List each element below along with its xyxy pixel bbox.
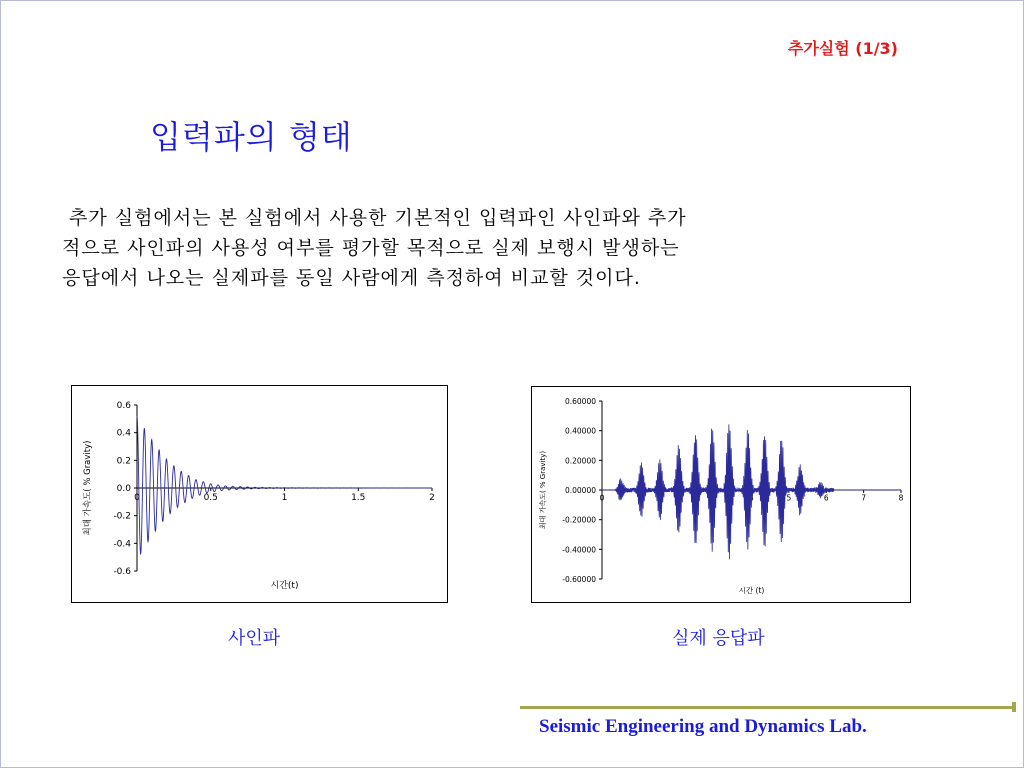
y-axis-title: 최대 가속도( % Gravity) — [539, 450, 547, 530]
response-chart — [532, 387, 910, 602]
x-tick-label: 0 — [134, 493, 140, 503]
x-axis-title: 시간 (t) — [738, 586, 765, 595]
body-paragraph — [62, 203, 882, 293]
x-tick-label: 1.5 — [351, 493, 366, 503]
y-tick-label: -0.2 — [113, 511, 131, 522]
y-tick-label: 0.00000 — [564, 486, 596, 495]
x-tick-label: 4 — [749, 493, 754, 503]
x-tick-label: 2 — [674, 493, 680, 503]
slide-title: 입력파의 형태 — [150, 118, 353, 156]
x-tick-label: 1 — [636, 493, 642, 503]
body-line: 적으로 사인파의 사용성 여부를 평가할 목적으로 실제 보행시 발생하는 — [62, 237, 680, 259]
sine-chart — [72, 386, 447, 602]
x-tick-label: 1 — [281, 493, 288, 503]
caption-sine: 사인파 — [228, 628, 281, 649]
x-axis-title: 시간(t) — [270, 581, 299, 591]
x-tick-label: 7 — [861, 493, 867, 503]
y-tick-label: 0.20000 — [564, 456, 596, 466]
footer-rule-end — [1012, 702, 1016, 712]
x-tick-label: 6 — [823, 493, 829, 503]
y-tick-label: 0.4 — [116, 428, 131, 439]
y-tick-label: -0.20000 — [562, 515, 596, 525]
x-tick-label: 0.5 — [203, 493, 218, 503]
y-tick-label: 0.6 — [116, 401, 131, 411]
y-tick-label: -0.60000 — [562, 575, 596, 584]
footer-lab-name: Seismic Engineering and Dynamics Lab. — [539, 716, 867, 737]
x-tick-label: 2 — [429, 493, 435, 503]
series-line-response — [599, 424, 901, 559]
y-tick-label: 0.0 — [116, 484, 131, 494]
caption-response: 실제 응답파 — [672, 628, 765, 649]
body-line: 추가 실험에서는 본 실험에서 사용한 기본적인 입력파인 사인파와 추가 — [62, 207, 687, 229]
y-tick-label: -0.4 — [113, 539, 131, 550]
response-chart-frame — [531, 386, 911, 603]
y-tick-label: 0.60000 — [564, 397, 596, 406]
x-tick-label: 3 — [711, 493, 717, 503]
section-tag: 추가실험 (1/3) — [787, 39, 898, 58]
x-tick-label: 8 — [898, 493, 904, 503]
y-tick-label: -0.40000 — [562, 545, 596, 555]
y-axis-title: 최대 가속도( % Gravity) — [83, 440, 93, 536]
body-line: 응답에서 나오는 실제파를 동일 사람에게 측정하여 비교할 것이다. — [62, 267, 641, 289]
x-tick-label: 0 — [599, 493, 605, 503]
series-line-sine — [137, 416, 432, 554]
sine-chart-frame — [71, 385, 448, 603]
footer-rule — [520, 706, 1016, 709]
y-tick-label: -0.6 — [113, 567, 131, 577]
x-tick-label: 5 — [786, 493, 792, 503]
y-tick-label: 0.2 — [116, 456, 131, 467]
y-tick-label: 0.40000 — [564, 426, 596, 436]
